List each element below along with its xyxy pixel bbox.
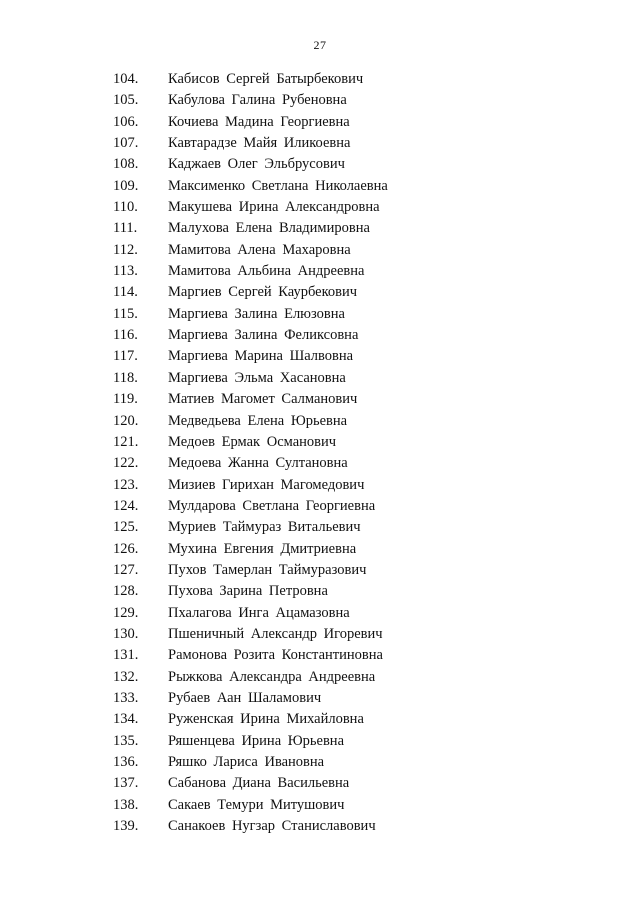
list-item bbox=[0, 816, 640, 837]
list-item bbox=[0, 645, 640, 666]
item-number: 123. bbox=[113, 476, 139, 493]
item-name: Маргиева Марина Шалвовна bbox=[168, 348, 354, 365]
list-item bbox=[0, 517, 640, 538]
item-name: Маргиева Эльма Хасановна bbox=[168, 369, 346, 386]
list-item bbox=[0, 197, 640, 218]
item-number: 110. bbox=[113, 199, 138, 216]
list-item bbox=[0, 603, 640, 624]
item-number: 130. bbox=[113, 625, 139, 642]
item-name: Каджаев Олег Эльбрусович bbox=[168, 156, 345, 173]
item-name: Маргиев Сергей Каурбекович bbox=[168, 284, 358, 301]
item-name: Пухова Зарина Петровна bbox=[168, 583, 328, 600]
list-item bbox=[0, 496, 640, 517]
item-name: Сакаев Темури Митушович bbox=[168, 796, 345, 813]
item-name: Кавтарадзе Майя Иликоевна bbox=[168, 135, 351, 152]
item-name: Пхалагова Инга Ацамазовна bbox=[168, 604, 350, 621]
item-number: 136. bbox=[113, 754, 139, 770]
list-item bbox=[0, 432, 640, 453]
item-number: 129. bbox=[113, 604, 139, 621]
list-item bbox=[0, 795, 640, 816]
list-item bbox=[0, 475, 640, 496]
list-item bbox=[0, 731, 640, 752]
item-number: 137. bbox=[113, 775, 139, 792]
item-name: Мамитова Алена Махаровна bbox=[168, 241, 351, 258]
list-item bbox=[0, 667, 640, 688]
item-name: Сабанова Диана Васильевна bbox=[168, 775, 350, 792]
item-number: 113. bbox=[113, 263, 138, 280]
list-item bbox=[0, 581, 640, 602]
item-name: Максименко Светлана Николаевна bbox=[168, 177, 388, 194]
item-number: 119. bbox=[113, 391, 138, 408]
item-name: Мухина Евгения Дмитриевна bbox=[168, 540, 357, 557]
item-name: Пшеничный Александр Игоревич bbox=[168, 625, 383, 642]
list-item bbox=[0, 709, 640, 730]
item-number: 120. bbox=[113, 412, 139, 429]
list-item bbox=[0, 539, 640, 560]
item-number: 109. bbox=[113, 177, 139, 194]
item-number: 139. bbox=[113, 818, 139, 835]
item-name: Ряшко Лариса Ивановна bbox=[168, 754, 325, 770]
item-number: 125. bbox=[113, 519, 139, 536]
item-name: Муриев Таймураз Витальевич bbox=[168, 519, 361, 536]
list-item bbox=[0, 411, 640, 432]
list-item bbox=[0, 218, 640, 239]
item-number: 134. bbox=[113, 711, 139, 728]
item-number: 131. bbox=[113, 647, 139, 664]
item-number: 127. bbox=[113, 561, 139, 578]
list-item bbox=[0, 560, 640, 581]
item-name: Мамитова Альбина Андреевна bbox=[168, 263, 365, 280]
item-name: Макушева Ирина Александровна bbox=[168, 199, 380, 216]
list-item bbox=[0, 176, 640, 197]
item-number: 124. bbox=[113, 497, 139, 514]
item-number: 126. bbox=[113, 540, 139, 557]
list-item bbox=[0, 325, 640, 346]
list-item bbox=[0, 752, 640, 773]
item-name: Медведьева Елена Юрьевна bbox=[168, 412, 348, 429]
item-name: Медоев Ермак Османович bbox=[168, 433, 337, 450]
item-name: Мизиев Гирихан Магомедович bbox=[168, 476, 365, 493]
item-number: 138. bbox=[113, 796, 139, 813]
item-name: Рамонова Розита Константиновна bbox=[168, 647, 383, 664]
list-item bbox=[0, 133, 640, 154]
item-name: Рубаев Аан Шаламович bbox=[168, 689, 322, 706]
list-item bbox=[0, 90, 640, 111]
item-number: 121. bbox=[113, 433, 139, 450]
item-number: 132. bbox=[113, 668, 139, 685]
item-name: Руженская Ирина Михайловна bbox=[168, 711, 364, 728]
item-name: Маргиева Залина Елюзовна bbox=[168, 305, 345, 322]
item-name: Кабисов Сергей Батырбекович bbox=[168, 71, 364, 87]
item-number: 135. bbox=[113, 732, 139, 749]
list-item bbox=[0, 773, 640, 794]
item-name: Кабулова Галина Рубеновна bbox=[168, 92, 347, 109]
item-name: Мулдарова Светлана Георгиевна bbox=[168, 497, 376, 514]
item-number: 122. bbox=[113, 455, 139, 472]
list-item bbox=[0, 154, 640, 175]
list-item bbox=[0, 112, 640, 133]
item-number: 106. bbox=[113, 113, 139, 130]
item-name: Медоева Жанна Султановна bbox=[168, 455, 348, 472]
item-number: 116. bbox=[113, 327, 138, 344]
item-number: 128. bbox=[113, 583, 139, 600]
list-item bbox=[0, 69, 640, 90]
list-item bbox=[0, 389, 640, 410]
item-number: 133. bbox=[113, 689, 139, 706]
list-item bbox=[0, 240, 640, 261]
item-number: 108. bbox=[113, 156, 139, 173]
name-list bbox=[0, 69, 640, 837]
item-number: 117. bbox=[113, 348, 138, 365]
item-number: 105. bbox=[113, 92, 139, 109]
list-item bbox=[0, 688, 640, 709]
item-name: Матиев Магомет Салманович bbox=[168, 391, 358, 408]
item-number: 115. bbox=[113, 305, 138, 322]
list-item bbox=[0, 368, 640, 389]
item-name: Пухов Тамерлан Таймуразович bbox=[168, 561, 367, 578]
item-number: 118. bbox=[113, 369, 138, 386]
list-item bbox=[0, 282, 640, 303]
list-item bbox=[0, 453, 640, 474]
item-name: Рыжкова Александра Андреевна bbox=[168, 668, 376, 685]
list-item bbox=[0, 624, 640, 645]
list-item bbox=[0, 304, 640, 325]
list-item bbox=[0, 261, 640, 282]
item-number: 112. bbox=[113, 241, 138, 258]
item-number: 107. bbox=[113, 135, 139, 152]
item-number: 111. bbox=[113, 220, 138, 237]
item-name: Санакоев Нугзар Станиславович bbox=[168, 818, 376, 835]
list-item bbox=[0, 346, 640, 367]
page-number: 27 bbox=[313, 38, 327, 52]
item-number: 114. bbox=[113, 284, 138, 301]
item-name: Ряшенцева Ирина Юрьевна bbox=[168, 732, 344, 749]
item-name: Маргиева Залина Феликсовна bbox=[168, 327, 359, 344]
item-number: 104. bbox=[113, 71, 139, 87]
item-name: Кочиева Мадина Георгиевна bbox=[168, 113, 350, 130]
item-name: Малухова Елена Владимировна bbox=[168, 220, 370, 237]
